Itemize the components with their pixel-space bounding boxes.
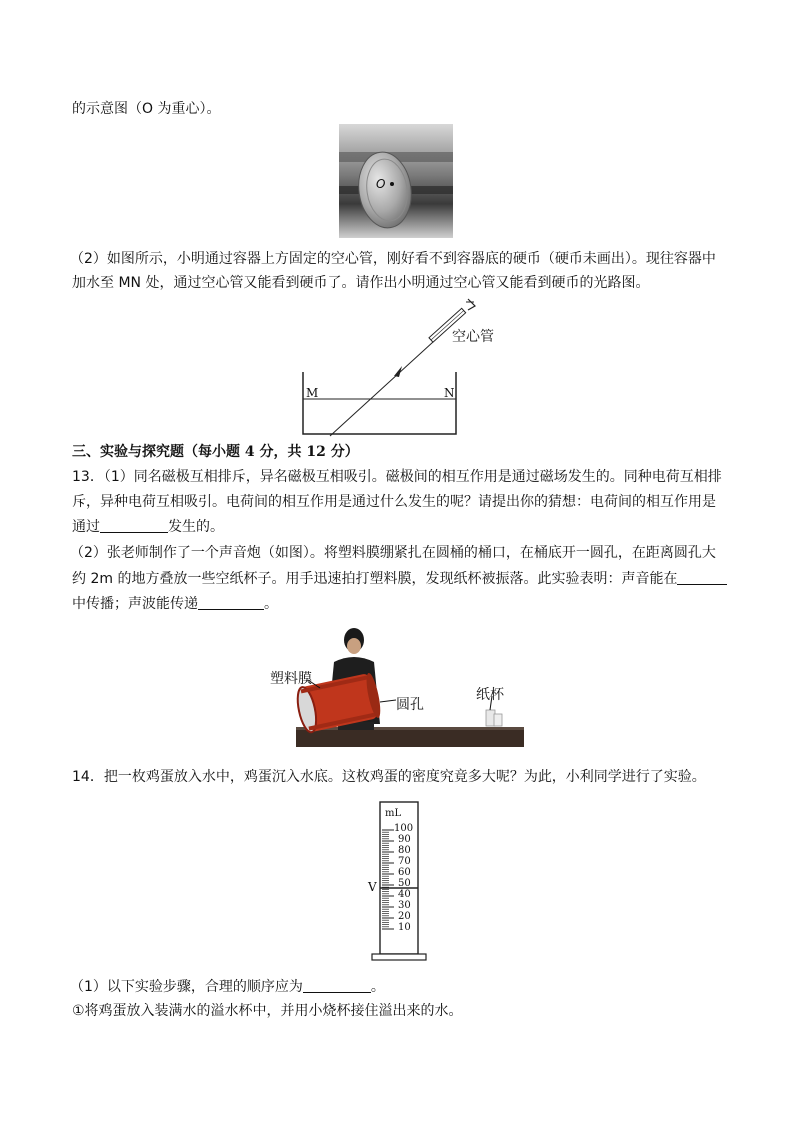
graduated-cylinder xyxy=(364,800,434,962)
point-m-label: M xyxy=(306,386,319,400)
text-line: 加水至 MN 处，通过空心管又能看到硬币了。请作出小明通过空心管又能看到硬币的光路图。 xyxy=(72,275,650,291)
tube-label: 空心管 xyxy=(452,329,494,345)
cup-label: 纸杯 xyxy=(476,687,504,703)
text-fragment: （1）以下实验步骤，合理的顺序应为 xyxy=(70,979,303,995)
graduation-label: 70 xyxy=(398,856,411,867)
text-line: （2）如图所示，小明通过容器上方固定的空心管，刚好看不到容器底的硬币（硬币未画出）。现往容器中 xyxy=(70,251,716,267)
text-line: ①将鸡蛋放入装满水的溢水杯中，并用小烧杯接住溢出来的水。 xyxy=(72,1003,463,1019)
container-tube-diagram xyxy=(298,296,498,438)
graduation-label: 90 xyxy=(398,834,411,845)
graduation-label: 20 xyxy=(398,911,411,922)
answer-blank[interactable] xyxy=(303,978,371,993)
text-line: 的示意图（O 为重心）。 xyxy=(72,101,221,117)
text-line: 14．把一枚鸡蛋放入水中，鸡蛋沉入水底。这枚鸡蛋的密度究竟多大呢？为此，小利同学进行了实验。 xyxy=(72,769,706,785)
text-fragment: 。 xyxy=(370,979,385,995)
text-line xyxy=(72,593,278,615)
hole-label: 圆孔 xyxy=(396,697,424,713)
text-line: 斥，异种电荷互相吸引。电荷间的相互作用是通过什么发生的呢？请提出你的猜想：电荷间的相互作用是 xyxy=(72,494,716,510)
answer-blank[interactable] xyxy=(677,570,727,585)
text-fragment: 通过 xyxy=(72,519,100,535)
graduation-label: 100 xyxy=(394,823,414,834)
sound-cannon-photo xyxy=(268,624,524,750)
section-heading: 三、实验与探究题（每小题 4 分，共 12 分） xyxy=(72,444,359,460)
text-line: 13．（1）同名磁极互相排斥，异名磁极互相吸引。磁极间的相互作用是通过磁场发生的。同种电荷互相排 xyxy=(72,469,722,485)
film-label: 塑料膜 xyxy=(270,671,312,687)
text-fragment: 发生的。 xyxy=(168,519,224,535)
text-line xyxy=(72,516,224,538)
text-fragment: 中传播；声波能传递 xyxy=(72,596,198,612)
graduation-label: 60 xyxy=(398,867,411,878)
text-line xyxy=(70,976,385,998)
point-n-label: N xyxy=(444,386,455,400)
text-line xyxy=(72,568,727,590)
graduation-label: 10 xyxy=(398,922,411,933)
text-fragment: 。 xyxy=(264,596,278,612)
text-line: （2）张老师制作了一个声音炮（如图）。将塑料膜绷紧扎在圆桶的桶口，在桶底开一圆孔，在距离圆孔大 xyxy=(70,545,716,561)
answer-blank[interactable] xyxy=(198,595,264,610)
graduation-label: 40 xyxy=(398,889,411,900)
graduation-label: 30 xyxy=(398,900,411,911)
unit-label: mL xyxy=(385,808,402,819)
text-fragment: 约 2m 的地方叠放一些空纸杯子。用手迅速拍打塑料膜，发现纸杯被振落。此实验表明：声音能在 xyxy=(72,571,678,587)
answer-blank[interactable] xyxy=(100,518,168,533)
volume-label: V xyxy=(368,880,377,894)
coin-photo xyxy=(339,124,453,238)
graduation-label: 80 xyxy=(398,845,411,856)
graduation-label: 50 xyxy=(398,878,411,889)
center-of-gravity-label: O xyxy=(376,177,386,191)
